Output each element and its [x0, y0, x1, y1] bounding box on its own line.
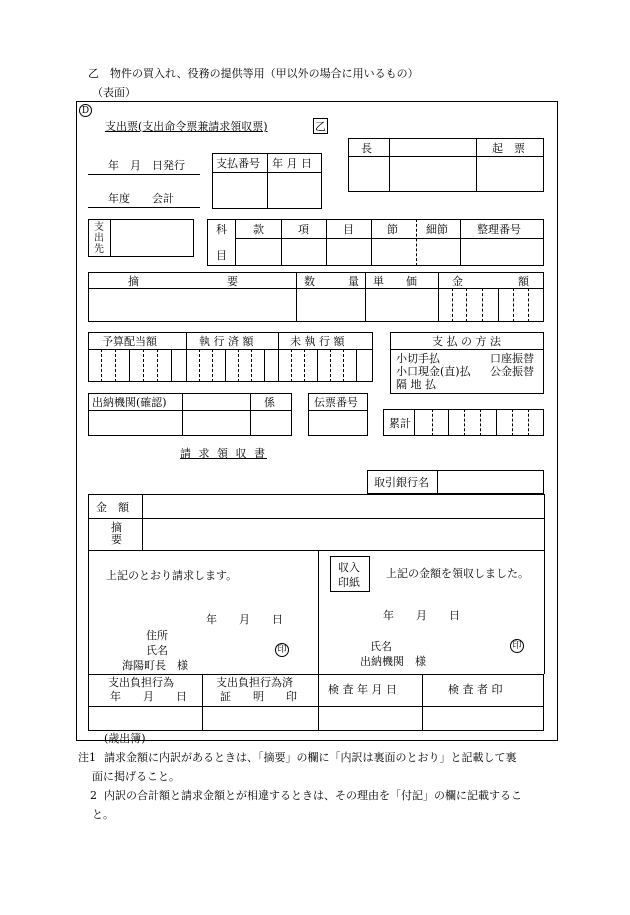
mishikko-header: 未 執 行 額	[290, 335, 345, 348]
burden-label: 支出負担行為	[108, 676, 174, 689]
fiscal-underline	[88, 207, 200, 208]
suryo-header: 数 量	[304, 275, 359, 288]
amount-divider	[88, 518, 544, 519]
cumul-v0	[414, 409, 415, 436]
claim-right	[544, 550, 545, 674]
form-title: 支出票(支出命令票兼請求領収票)	[105, 120, 268, 133]
desc-d6	[528, 288, 529, 322]
budget-d7	[199, 349, 200, 382]
claim-text: 上記のとおり請求します。	[106, 569, 238, 582]
bottom-v3	[422, 674, 423, 731]
note1-label: 注1	[78, 751, 96, 764]
note2-text-cont: と。	[92, 808, 114, 821]
budget-d11	[251, 349, 252, 382]
cumul-d4	[480, 409, 481, 436]
budget-d18	[356, 349, 357, 382]
cumulative-label: 累計	[389, 417, 411, 430]
moku-label: 目	[216, 249, 227, 262]
budget-d13	[291, 349, 292, 382]
approval-v2	[476, 138, 477, 192]
seal-circle-right	[510, 639, 524, 653]
name-label-left: 氏名	[146, 644, 168, 657]
budget-v2	[278, 332, 279, 382]
mayor-label: 海陽町長 様	[122, 659, 188, 672]
claim-left	[88, 550, 89, 674]
budget-d6	[171, 349, 172, 382]
pay-number-vdivider	[267, 153, 268, 209]
desc-d4	[498, 288, 499, 322]
yosan-header: 予算配当額	[102, 335, 157, 348]
treasurer-addressee: 出納機関 様	[360, 655, 426, 668]
desc-hdivider	[88, 288, 544, 289]
cumul-d1	[432, 409, 433, 436]
budget-d2	[115, 349, 116, 382]
account-v1	[281, 219, 282, 266]
budget-d17	[343, 349, 344, 382]
pay-number-label: 支払番号	[216, 157, 260, 170]
tanka-header: 単 価	[373, 275, 417, 288]
front-side-label: （表面）	[92, 86, 136, 99]
payee-label: 支 出 先	[94, 222, 104, 255]
mark-d-letter: D	[81, 106, 90, 116]
mokuh-label: 目	[343, 223, 354, 236]
account-v-ka	[235, 219, 236, 266]
budget-d8	[212, 349, 213, 382]
budget-d14	[304, 349, 305, 382]
mark-d-circle	[79, 104, 92, 117]
claim-receipt-title: 請 求 領 収 書	[180, 447, 267, 460]
shikkozumi-header: 執 行 済 額	[199, 335, 254, 348]
note1-text-cont: 面に掲げること。	[92, 770, 180, 783]
inspection-date-label: 検 査 年 月 日	[328, 683, 397, 696]
pay-method-account-transfer: 口座振替	[490, 352, 534, 365]
treasurer-v2	[250, 393, 251, 436]
revenue-stamp-label: 収入 印紙	[338, 561, 360, 589]
kou-label: 項	[298, 223, 309, 236]
seal-mark-right: 印	[512, 641, 522, 651]
voucher-label: 伝票番号	[314, 396, 358, 409]
cumul-d6	[512, 409, 513, 436]
seal-mark-left: 印	[277, 645, 287, 655]
cumul-d3	[464, 409, 465, 436]
account-v2	[326, 219, 327, 266]
kakari-label: 係	[264, 396, 275, 409]
account-v4	[416, 219, 417, 266]
desc-v1	[296, 272, 297, 322]
note1-text: 請求金額に内訳があるときは、「摘要」の欄に「内訳は裏面のとおり」と記載して裏	[104, 751, 517, 764]
receipt-date: 年 月 日	[383, 609, 460, 622]
treasurer-divider	[88, 410, 292, 411]
bottom-v1	[202, 674, 203, 731]
tekiyo-header: 摘 要	[128, 275, 238, 288]
budget-d4	[143, 349, 144, 382]
kan-label: 款	[253, 223, 264, 236]
approval-divider	[348, 156, 544, 157]
cumul-d5	[496, 409, 497, 436]
bottom-v2	[318, 674, 319, 731]
pay-method-check: 小切手払	[396, 352, 440, 365]
issue-date-underline	[88, 174, 200, 175]
treasurer-label: 出納機関(確認)	[92, 396, 167, 409]
setsu-label: 節	[387, 223, 398, 236]
budget-d5	[157, 349, 158, 382]
saisetsu-label: 細節	[426, 223, 448, 236]
bottom-hdivider	[88, 706, 544, 707]
amount-vdivider	[142, 494, 143, 550]
claim-top-line	[88, 550, 544, 551]
burden-date: 年 月 日	[110, 690, 187, 703]
amount-top-line	[88, 494, 544, 495]
address-label: 住所	[146, 629, 168, 642]
amount-right	[544, 494, 545, 550]
desc-d5	[513, 288, 514, 322]
cumul-d7	[528, 409, 529, 436]
burden-done-label: 支出負担行為済	[216, 676, 293, 689]
budget-d15	[317, 349, 318, 382]
desc-d3	[482, 288, 483, 322]
form-type-title: 乙 物件の買入れ、役務の提供等用（甲以外の場合に用いるもの）	[88, 67, 419, 80]
budget-d1	[101, 349, 102, 382]
fiscal-year-label: 年度 会計	[108, 192, 174, 205]
budget-d10	[238, 349, 239, 382]
bank-label: 取引銀行名	[374, 476, 429, 489]
otsu-label: 乙	[315, 120, 326, 133]
budget-d3	[129, 349, 130, 382]
seal-circle-left	[275, 643, 289, 657]
note2-text: 内訳の合計額と請求金額とが相違するときは、その理由を「付記」の欄に記載するこ	[104, 789, 522, 802]
receipt-text: 上記の金額を領収しました。	[386, 567, 529, 580]
budget-d16	[330, 349, 331, 382]
chou-label: 長	[361, 142, 372, 155]
account-v3	[371, 219, 372, 266]
claim-date: 年 月 日	[206, 613, 283, 626]
inspector-seal-label: 検 査 者 印	[448, 683, 503, 696]
amount-left	[88, 494, 89, 550]
budget-v1	[186, 332, 187, 382]
payee-divider	[110, 219, 111, 257]
pay-date-label: 年 月 日	[272, 157, 312, 170]
account-v5	[460, 219, 461, 266]
kihyo-label: 起 票	[492, 142, 525, 155]
pay-method-public-transfer: 公金振替	[490, 365, 534, 378]
voucher-divider	[308, 410, 368, 411]
expenditure-book-label: (歳出簿)	[104, 732, 146, 745]
seiri-label: 整理番号	[477, 223, 521, 236]
budget-d12	[264, 349, 265, 382]
name-label-right: 氏名	[370, 640, 392, 653]
issue-date-label: 年 月 日発行	[108, 159, 185, 172]
approval-v1	[389, 138, 390, 192]
desc-d1	[452, 288, 453, 322]
payment-method-title: 支 払 の 方 法	[432, 335, 501, 348]
amount-label: 金 額	[96, 501, 129, 514]
desc-v3	[438, 272, 439, 322]
desc-v2	[365, 272, 366, 322]
pay-method-remote: 隔 地 払	[396, 378, 436, 391]
note2-label: 2	[90, 789, 97, 802]
claim-center	[318, 550, 319, 674]
cumul-d2	[448, 409, 449, 436]
treasurer-v1	[182, 393, 183, 436]
budget-d9	[225, 349, 226, 382]
summary-label: 摘 要	[111, 521, 122, 546]
ka-label: 科	[216, 223, 227, 236]
kingaku-header: 金 額	[452, 275, 529, 288]
desc-d2	[466, 288, 467, 322]
pay-method-petty-cash: 小口現金(直)払	[396, 365, 471, 378]
payment-method-divider	[390, 349, 544, 350]
certification-seal-label: 証 明 印	[220, 690, 297, 703]
bank-divider	[437, 470, 438, 494]
